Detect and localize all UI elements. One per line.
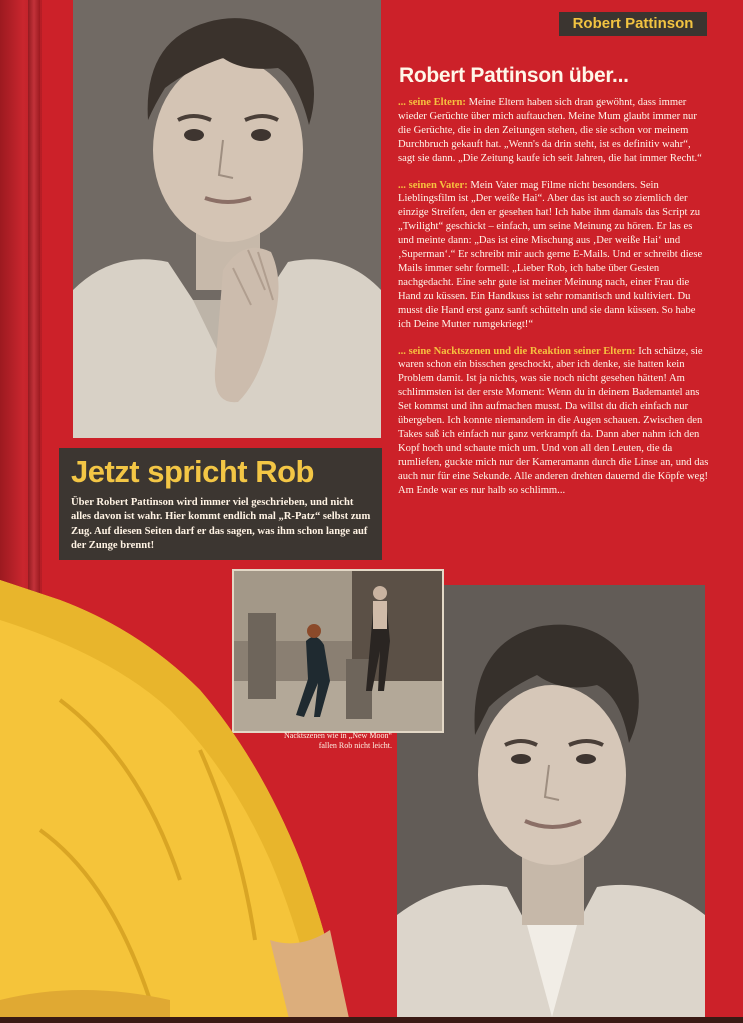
section-tag-label: Robert Pattinson — [572, 15, 694, 32]
photo-caption — [232, 731, 392, 751]
intro-title: Jetzt spricht Rob — [71, 454, 314, 489]
article-title: Robert Pattinson über... — [399, 64, 629, 87]
article-paragraph — [398, 179, 710, 332]
caption-line-1: Nacktszenen wie in „New Moon“ — [284, 731, 392, 740]
portrait-photo-top — [73, 0, 381, 438]
article-paragraph — [398, 96, 710, 166]
intro-box — [59, 448, 382, 560]
paragraph-text: Mein Vater mag Filme nicht besonders. Sein Lieblingsfilm ist „Der weiße Hai“. Aber das ist auch so ziemlich der einzige Streifen, den er gesehen hat! Ich habe ihm damals das Script zu „Twilight“ geschickt – einfach, um seine Meinung zu hören. Er las es und meinte dann: „Das ist eine Mischung aus ‚Der weiße Hai‘ und ‚Superman‘.“ Er schreibt mir auch gerne E-Mails. Und er schreibt diese Mails immer sehr formell: „Lieber Rob, ich habe über Gesten nachgedacht. Eine sehr gute ist meiner Meinung nach, einer Frau die Hand zu küssen. Ein Handkuss ist sehr romantisch und kultiviert. Du musst die Hand erst ganz sanft schütteln und sie dann küssen. So habe ich Deine Mutter rumgekriegt!“ — [398, 179, 703, 330]
yellow-shirt-photo — [0, 580, 360, 1023]
paragraph-lead: ... seinen Vater: — [398, 179, 468, 191]
paragraph-lead: ... seine Eltern: — [398, 97, 466, 108]
bottom-strip — [0, 1017, 743, 1023]
portrait-illustration-top — [73, 0, 381, 438]
paragraph-text: Meine Eltern haben sich dran gewöhnt, dass immer wieder Gerüchte über mich auftauchen. Meine Mum glaubt immer nur die Gerüchte, die in den Zeitungen stehen, die sie schon vor meinem Durchbruch gekauft hat. „Wenn's da drin steht, ist es definitiv wahr“, sagt sie dann. „Die Zeitung kaufe ich seit Jahren, die hat immer Recht.“ — [398, 97, 702, 164]
paragraph-text: Ich schätze, sie waren schon ein bisschen geschockt, aber ich denke, sie hatten kein Problem damit. Ist ja nichts, was sie noch nicht gesehen hätten! Am schlimmsten ist der erste Moment: Wenn du in deinem Bademantel ans Set kommst und ihn aufmachen musst. Da willst du dich einfach nur übergeben. Ich konnte niemandem in die Augen schauen. Zwischen den Takes saß ich einfach nur ganz verkrampft da. Dann aber nahm ich den Kopf hoch und schaute mich um. Und von all den Leuten, die da rumliefen, guckte mich nur der Kameramann durch die Linse an, und das auch nur für eine Sekunde. Alle anderen drehten dauernd die Köpfe weg! Am Ende war es nur halb so schlimm... — [398, 345, 709, 496]
intro-text: Über Robert Pattinson wird immer viel geschrieben, und nicht alles davon ist wahr. Hier kommt endlich mal „R-Patz“ selbst zum Zug. Auf diesen Seiten darf er das sagen, was ihm schon lange auf der Zunge brennt! — [71, 497, 371, 551]
yellow-shirt-illustration — [0, 580, 360, 1023]
section-tag — [559, 12, 707, 36]
caption-line-2: fallen Rob nicht leicht. — [318, 741, 392, 750]
article-paragraph — [398, 345, 710, 498]
article-body — [398, 96, 710, 510]
paragraph-lead: ... seine Nacktszenen und die Reaktion seiner Eltern: — [398, 345, 636, 357]
